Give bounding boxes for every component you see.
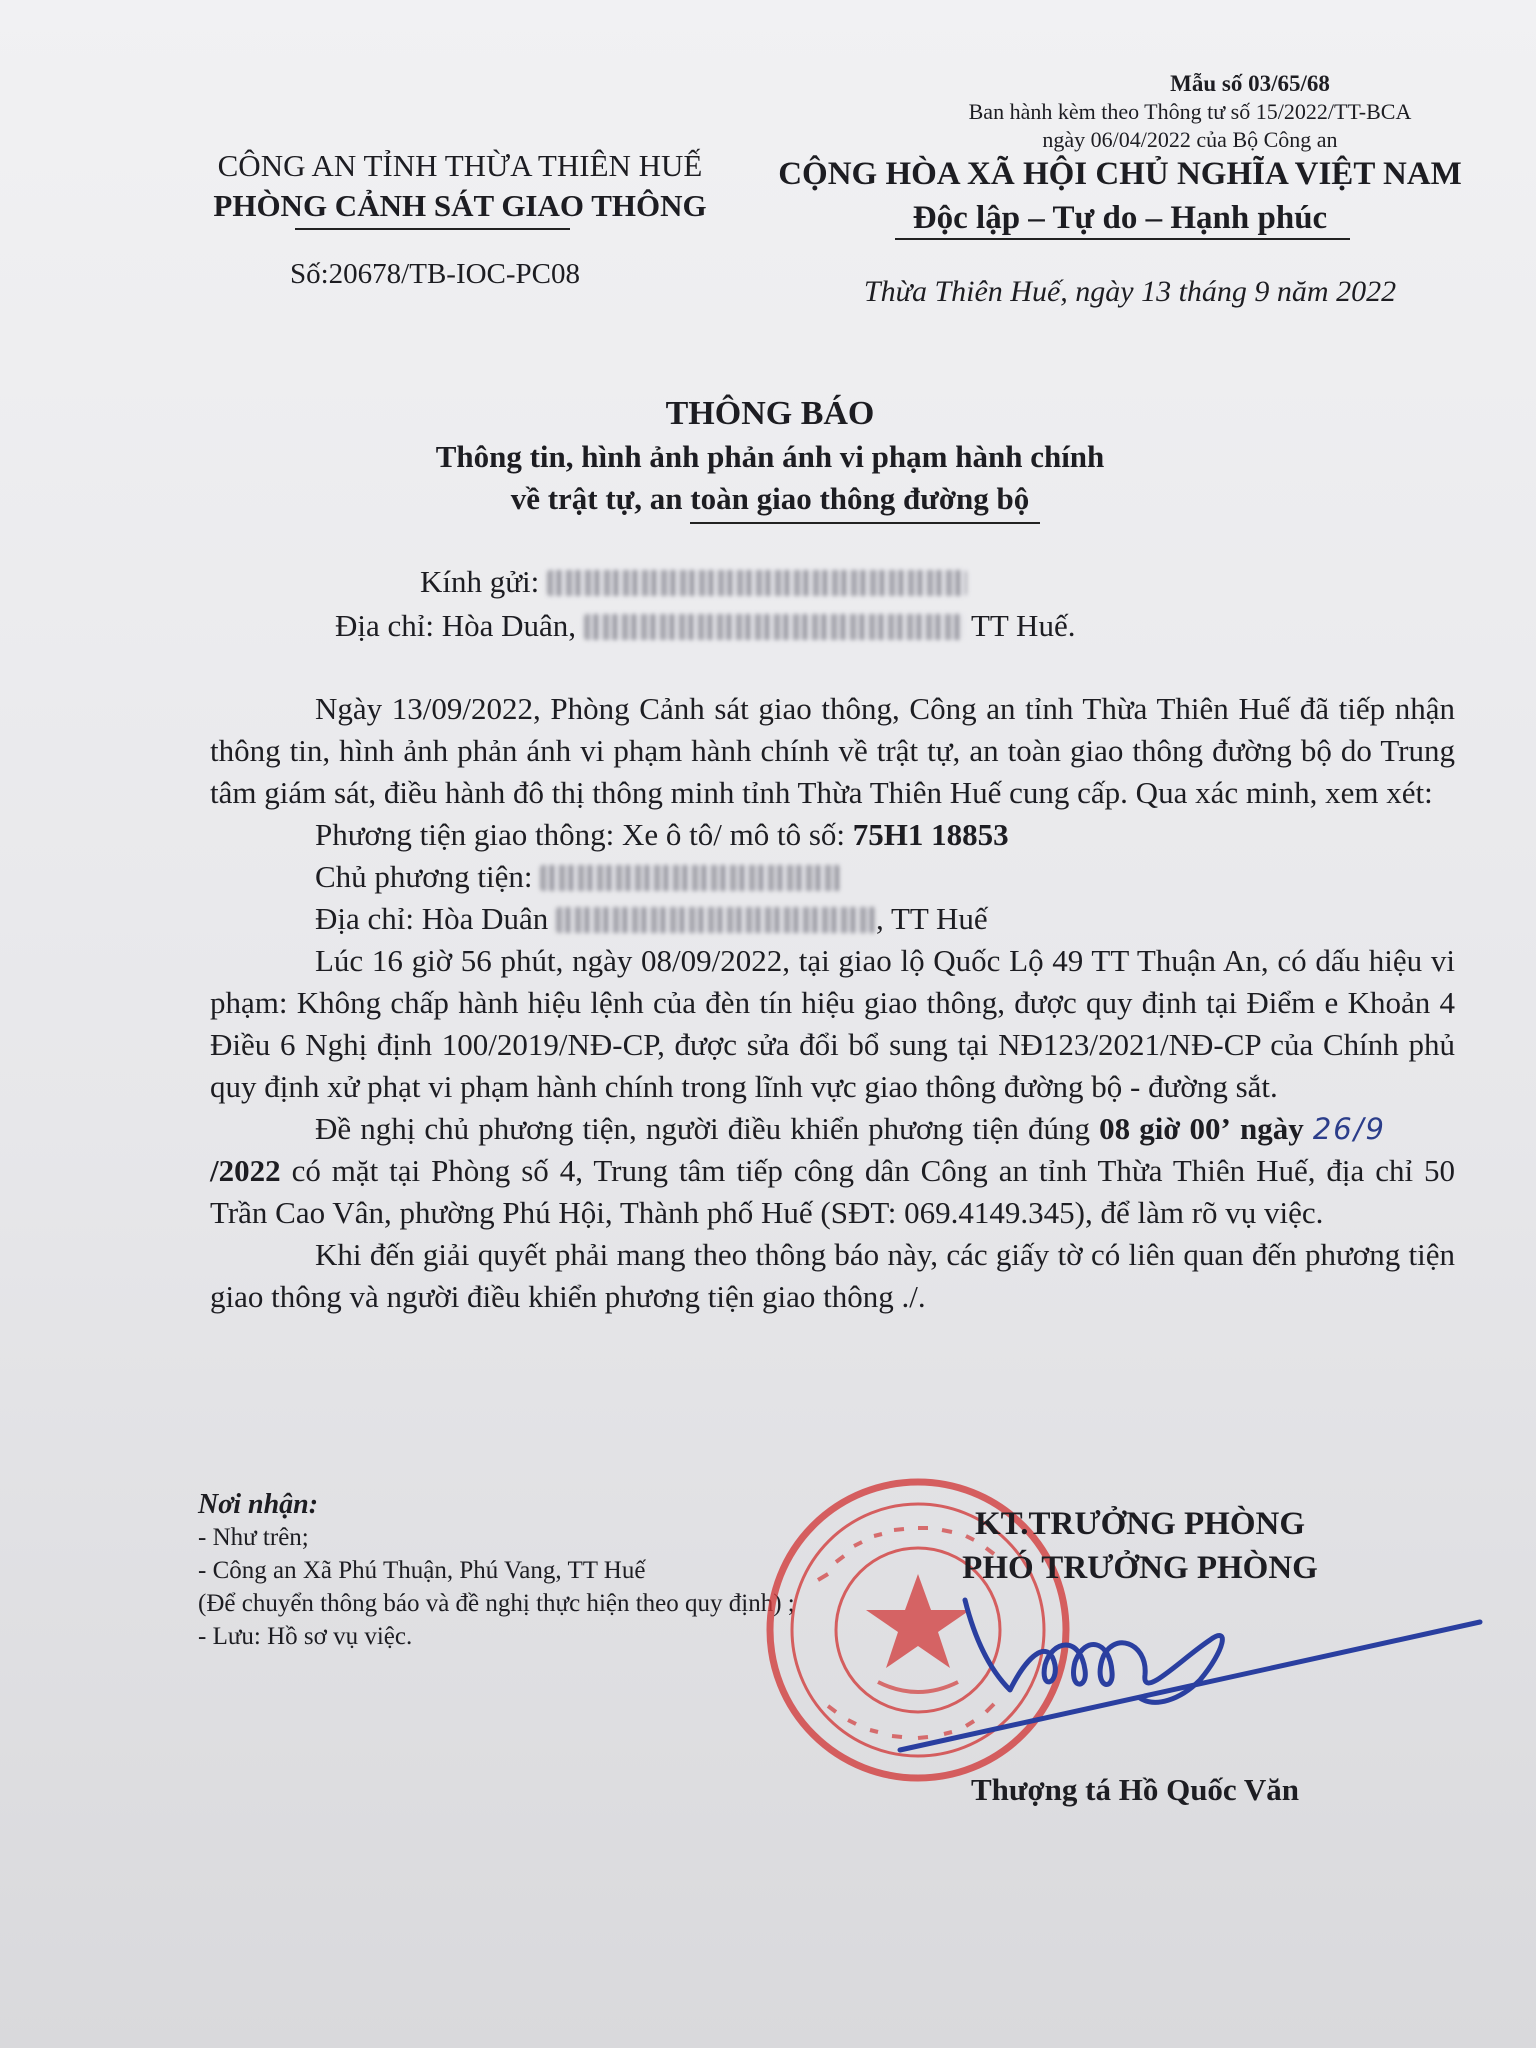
signature-title-2: PHÓ TRƯỞNG PHÒNG xyxy=(962,1550,1318,1586)
redacted-address xyxy=(584,614,964,640)
handwritten-signature xyxy=(880,1580,1500,1770)
addressee-address-tail: TT Huế. xyxy=(971,608,1076,643)
title-underline xyxy=(690,522,1040,524)
owner-address-label: Địa chỉ: Hòa Duân xyxy=(315,901,549,936)
recipient-item: - Lưu: Hồ sơ vụ việc. xyxy=(198,1623,413,1650)
redacted-owner-address xyxy=(556,907,876,933)
appointment-date-prefix: ngày xyxy=(1239,1111,1304,1146)
recipient-item: - Công an Xã Phú Thuận, Phú Vang, TT Huế xyxy=(198,1557,646,1584)
signer-name: Thượng tá Hồ Quốc Văn xyxy=(970,1772,1300,1807)
nation-header xyxy=(750,152,1490,240)
appointment-time: 08 giờ 00’ xyxy=(1099,1111,1231,1146)
owner-address-line xyxy=(210,898,1455,940)
addressee xyxy=(335,560,1076,648)
redacted-owner xyxy=(540,865,840,891)
place-date: Thừa Thiên Huế, ngày 13 tháng 9 năm 2022 xyxy=(863,275,1397,308)
title-line-1: Thông tin, hình ảnh phản ánh vi phạm hành chính xyxy=(435,439,1105,474)
owner-label: Chủ phương tiện: xyxy=(315,859,533,894)
handwritten-date: 26/9 xyxy=(1312,1112,1386,1146)
agency-underline xyxy=(295,228,570,230)
paragraph-intro: Ngày 13/09/2022, Phòng Cảnh sát giao thông, Công an tỉnh Thừa Thiên Huế đã tiếp nhận thông tin, hình ảnh phản ánh vi phạm hành chính về trật tự, an toàn giao thông đường bộ do Trung tâm giám sát, điều hành đô thị thông minh tỉnh Thừa Thiên Huế cung cấp. Qua xác minh, xem xét: xyxy=(210,691,1455,810)
notice-body xyxy=(210,688,1455,1318)
recipients xyxy=(198,1488,798,1653)
appointment-details: có mặt tại Phòng số 4, Trung tâm tiếp công dân Công an tỉnh Thừa Thiên Huế, địa chỉ 50 Trần Cao Vân, phường Phú Hội, Thành phố Huế (SĐT: 069.4149.345), để làm rõ vụ việc. xyxy=(210,1153,1456,1230)
signature-title-1: KT.TRƯỞNG PHÒNG xyxy=(975,1506,1305,1542)
nation-name: CỘNG HÒA XÃ HỘI CHỦ NGHĨA VIỆT NAM xyxy=(778,156,1462,192)
owner-line xyxy=(210,856,1455,898)
form-info xyxy=(890,70,1490,154)
agency-name: PHÒNG CẢNH SÁT GIAO THÔNG xyxy=(213,188,707,223)
owner-address-tail: , TT Huế xyxy=(876,901,988,936)
appointment-request: Đề nghị chủ phương tiện, người điều khiển phương tiện đúng xyxy=(315,1111,1091,1146)
addressee-address xyxy=(335,604,1075,648)
vehicle-label: Phương tiện giao thông: Xe ô tô/ mô tô số: xyxy=(315,817,846,852)
signature-title xyxy=(895,1502,1385,1590)
notice-title xyxy=(320,392,1220,520)
form-issued-with: Ban hành kèm theo Thông tư số 15/2022/TT-BCA xyxy=(968,99,1412,124)
title-main: THÔNG BÁO xyxy=(665,395,875,432)
addressee-label: Kính gửi: xyxy=(420,564,540,599)
vehicle-plate: 75H1 18853 xyxy=(852,817,1009,852)
form-number: Mẫu số 03/65/68 xyxy=(1170,71,1330,96)
agency-parent: CÔNG AN TỈNH THỪA THIÊN HUẾ xyxy=(217,148,703,183)
agency-header xyxy=(160,146,760,226)
recipients-heading: Nơi nhận: xyxy=(198,1489,319,1520)
paragraph-appointment xyxy=(210,1108,1455,1234)
recipient-item: - Như trên; xyxy=(198,1524,309,1551)
vehicle-line xyxy=(210,814,1455,856)
title-line-2: về trật tự, an toàn giao thông đường bộ xyxy=(510,481,1030,516)
document-number: Số:20678/TB-IOC-PC08 xyxy=(290,258,581,290)
recipient-item: (Để chuyển thông báo và đề nghị thực hiện theo quy định) ; xyxy=(198,1590,795,1617)
nation-motto: Độc lập – Tự do – Hạnh phúc xyxy=(912,200,1328,236)
redacted-name xyxy=(547,570,967,596)
paragraph-violation: Lúc 16 giờ 56 phút, ngày 08/09/2022, tại giao lộ Quốc Lộ 49 TT Thuận An, có dấu hiệu vi phạm: Không chấp hành hiệu lệnh của đèn tín hiệu giao thông, được quy định tại Điểm e Khoản 4 Điều 6 Nghị định 100/2019/NĐ-CP, được sửa đổi bổ sung tại NĐ123/2021/NĐ-CP của Chính phủ quy định xử phạt vi phạm hành chính trong lĩnh vực giao thông đường bộ - đường sắt. xyxy=(210,943,1455,1104)
addressee-line xyxy=(420,560,1075,604)
motto-underline xyxy=(895,238,1350,240)
appointment-year: /2022 xyxy=(210,1153,281,1188)
form-issued-date: ngày 06/04/2022 của Bộ Công an xyxy=(1042,127,1338,152)
paragraph-requirements: Khi đến giải quyết phải mang theo thông báo này, các giấy tờ có liên quan đến phương tiện giao thông và người điều khiển phương tiện giao thông ./. xyxy=(210,1237,1455,1314)
addressee-address-label: Địa chỉ: Hòa Duân, xyxy=(335,608,577,643)
